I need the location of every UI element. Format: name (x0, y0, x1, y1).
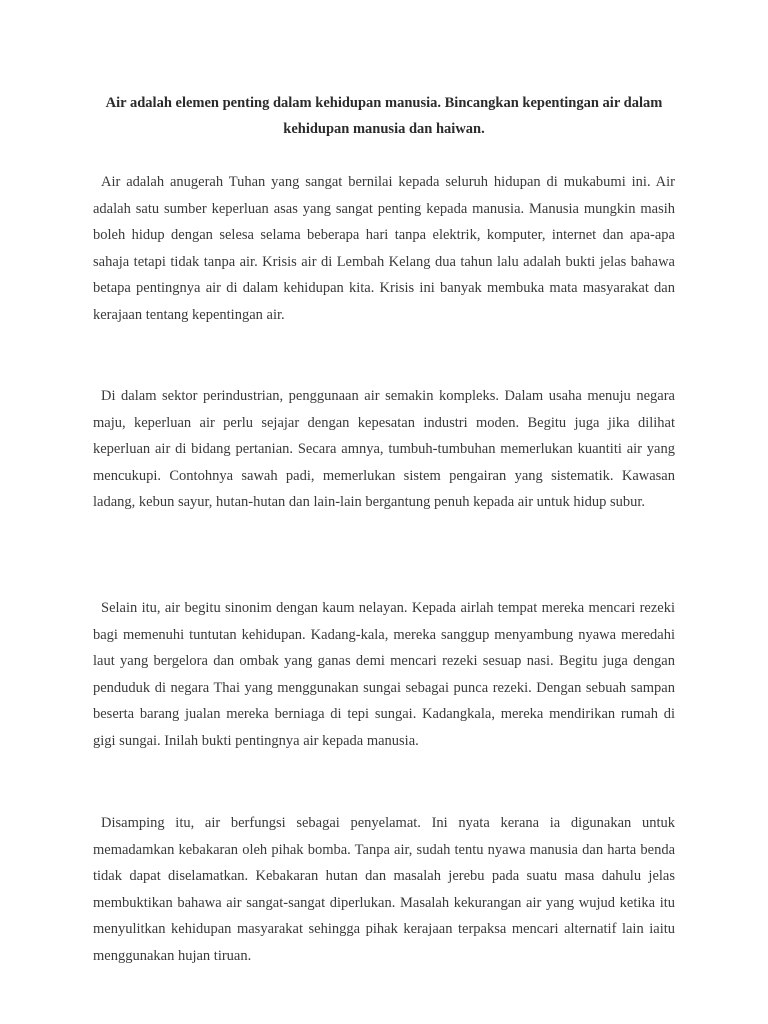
paragraph-4: Disamping itu, air berfungsi sebagai penyelamat. Ini nyata kerana ia digunakan untuk memadamkan kebakaran oleh pihak bomba. Tanpa air, sudah tentu nyawa manusia dan harta benda tidak dapat diselamatkan. Kebakaran hutan dan masalah jerebu pada suatu masa dahulu jelas membuktikan bahawa air sangat-sangat diperlukan. Masalah kekurangan air yang wujud ketika itu menyulitkan kehidupan masyarakat sehingga pihak kerajaan terpaksa mencari alternatif lain iaitu menggunakan hujan tiruan. (93, 815, 675, 964)
document-title: Air adalah elemen penting dalam kehidupan manusia. Bincangkan kepentingan air dalam kehidupan manusia dan haiwan. (105, 95, 663, 137)
paragraph-3: Selain itu, air begitu sinonim dengan kaum nelayan. Kepada airlah tempat mereka mencari rezeki bagi memenuhi tuntutan kehidupan. Kadang-kala, mereka sanggup menyambung nyawa meredahi laut yang bergelora dan ombak yang ganas demi mencari rezeki sesuap nasi. Begitu juga dengan penduduk di negara Thai yang menggunakan sungai sebagai punca rezeki. Dengan sebuah sampan beserta barang jualan mereka berniaga di tepi sungai. Kadangkala, mereka mendirikan rumah di gigi sungai. Inilah bukti pentingnya air kepada manusia. (93, 600, 675, 749)
paragraph-2: Di dalam sektor perindustrian, penggunaan air semakin kompleks. Dalam usaha menuju negara maju, keperluan air perlu sejajar dengan kepesatan industri moden. Begitu juga jika dilihat keperluan air di bidang pertanian. Secara amnya, tumbuh-tumbuhan memerlukan kuantiti air yang mencukupi. Contohnya sawah padi, memerlukan sistem pengairan yang sistematik. Kawasan ladang, kebun sayur, hutan-hutan dan lain-lain bergantung penuh kepada air untuk hidup subur. (93, 388, 675, 510)
paragraph-1: Air adalah anugerah Tuhan yang sangat bernilai kepada seluruh hidupan di mukabumi ini. Air adalah satu sumber keperluan asas yang sangat penting kepada manusia. Manusia mungkin masih boleh hidup dengan selesa selama beberapa hari tanpa elektrik, komputer, internet dan apa-apa sahaja tetapi tidak tanpa air. Krisis air di Lembah Kelang dua tahun lalu adalah bukti jelas bahawa betapa pentingnya air di dalam kehidupan kita. Krisis ini banyak membuka mata masyarakat dan kerajaan tentang kepentingan air. (93, 174, 675, 323)
